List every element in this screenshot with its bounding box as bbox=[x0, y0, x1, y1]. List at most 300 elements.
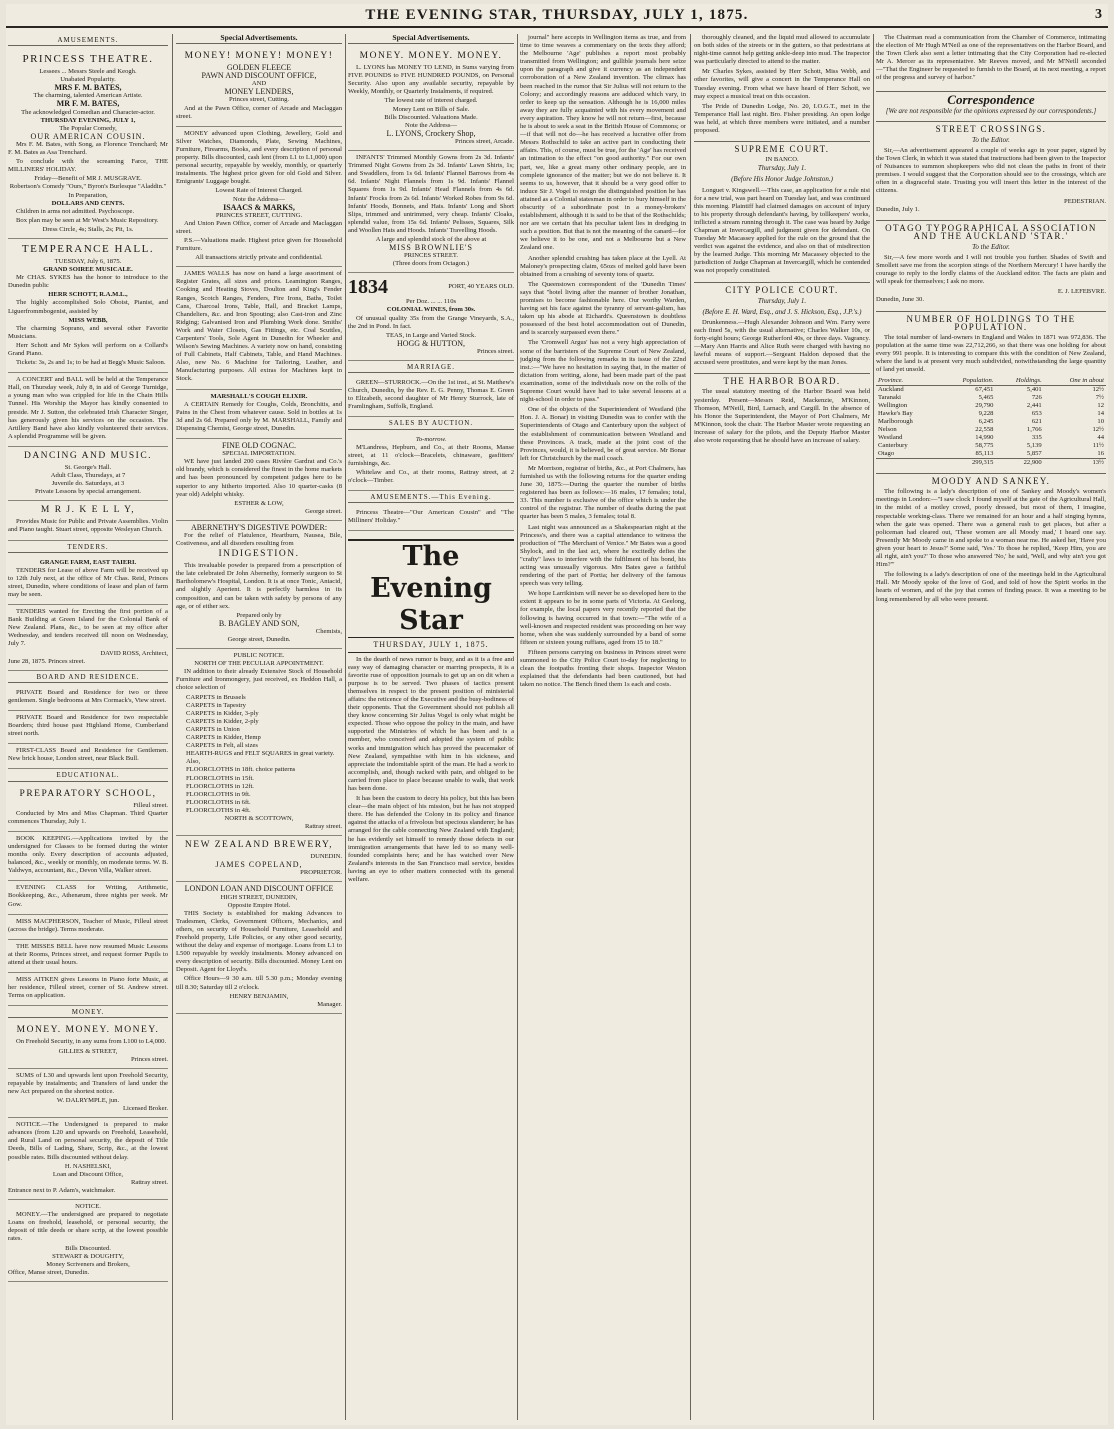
ad-signature: H. NASHELSKI, bbox=[64, 1162, 112, 1170]
ad-line: MONEY LENDERS, bbox=[224, 87, 294, 97]
list-item: FLOORCLOTHS in 15ft. bbox=[186, 774, 254, 782]
ad-text: And at the Pawn Office, corner of Arcade and Maclaggan street. bbox=[176, 104, 342, 120]
table-row bbox=[876, 410, 1106, 418]
ad-text: This invaluable powder is prepared from a prescription of the late celebrated Dr John Abernethy, formerly surgeon to St Bartholomew's Hospital, London. It is at once Tonic, Antacid, and slightly Aperient. It is perfectly harmless in its composition, and can be taken with safety by persons of any age, or of either sex. bbox=[176, 562, 342, 610]
ad-line: PROPRIETOR. bbox=[300, 869, 342, 877]
table-cell: 12½ bbox=[1092, 386, 1104, 394]
ad-heading: MONEY! MONEY! MONEY! bbox=[184, 51, 334, 62]
table-cell: 16 bbox=[1097, 450, 1104, 458]
letter-salutation: To the Editor. bbox=[972, 242, 1010, 251]
letter-date: Dunedin, June 30. bbox=[876, 296, 924, 304]
ad-heading: PUBLIC NOTICE. bbox=[233, 652, 285, 660]
ad-text: Children in arms not admitted. Psychoscope. bbox=[16, 207, 135, 215]
table-header-cell: Province. bbox=[876, 377, 939, 386]
ad-line: Rattray street. bbox=[305, 823, 342, 831]
ad-text: L. LYONS has MONEY TO LEND, in Sums varying from FIVE POUNDS to FIVE HUNDRED POUNDS, on Personal Security. Also upon any available security, repayable by Weekly, Monthly, or Quarterly Instalments, if required. bbox=[348, 64, 514, 96]
ad-line: TEAS, in Large and Varied Stock. bbox=[385, 331, 477, 339]
ad-line: PAWN AND DISCOUNT OFFICE, bbox=[201, 71, 317, 81]
ad-temperance-hall bbox=[8, 239, 168, 373]
letter-date: Dunedin, July 1. bbox=[876, 205, 920, 213]
ad-line: MRS F. M. BATES, bbox=[54, 83, 122, 93]
ad-line: Entrance next to P. Adam's, watchmaker. bbox=[8, 1186, 116, 1194]
masthead-title: THE EVENING STAR, THURSDAY, JULY 1, 1875. bbox=[365, 6, 749, 23]
list-item: Also, bbox=[186, 758, 201, 766]
column-5 bbox=[694, 34, 870, 1420]
ad-text: P.S.—Valuations made. Highest price given for Household Furniture. bbox=[176, 236, 342, 253]
ad-concert-ball bbox=[8, 373, 168, 447]
article-paragraph: It has been the custom to decry his policy, but this has been clear—the main object of his mission, but he has not stopped there. He has defended the Colony in its policy and finance against the attacks of a frivolous but specious slanderer; he has arranged for the cable connecting New Zealand with England; he has evidently set himself to remedy those defects in our immigration arrangements that have led to so many well-founded complaints here; and he has watched over New Zealand's interests in the San Francisco mail service, besides having an eye to other matters connected with its general welfare. bbox=[348, 795, 514, 884]
ad-signature: JAMES COPELAND, bbox=[215, 860, 303, 870]
ad-bank-tender bbox=[8, 605, 168, 671]
table-row bbox=[876, 426, 1106, 434]
ad-stewart-doughty bbox=[8, 1200, 168, 1282]
ad-line: TUESDAY, July 6, 1875. bbox=[54, 257, 122, 265]
letter-signature: PEDESTRIAN. bbox=[1064, 197, 1106, 205]
ad-board-1 bbox=[8, 686, 168, 711]
ad-james-walls bbox=[176, 267, 342, 389]
ad-line: SPECIAL IMPORTATION. bbox=[222, 450, 296, 458]
section-heading: TENDERS. bbox=[8, 543, 168, 553]
ad-heading: PREPARATORY SCHOOL, bbox=[19, 788, 157, 799]
ad-text: Tickets: 3s, 2s and 1s; to be had at Begg's Music Saloon. bbox=[16, 359, 166, 367]
masthead bbox=[6, 4, 1108, 28]
ad-line: Dress Circle, 4s; Stalls, 2s; Pit, 1s. bbox=[42, 225, 134, 233]
ad-dalrymple bbox=[8, 1069, 168, 1118]
ad-heading: M R J. K E L L Y, bbox=[40, 505, 136, 516]
ad-line: Opposite Empire Hotel. bbox=[227, 901, 291, 909]
table-row bbox=[876, 394, 1106, 402]
ad-cognac bbox=[176, 439, 342, 521]
news-paragraph: One of the objects of the Superintendent of Westland (the Hon. J. A. Bonar) in visiting Dunedin was to confer with the Superintendents of Otago and Canterbury upon the subject of the establishment of communication between Westland and these Provinces. A track, made at the joint cost of the Provinces, would, it is believed, be of great service. Mr Bonar left for Christchurch by the mail coach. bbox=[520, 406, 686, 462]
ad-heading: DANCING AND MUSIC. bbox=[23, 450, 153, 461]
ad-text: Mrs F. M. Bates, with Song, as Florence Trenchard; Mr F. M. Bates as Asa Trenchard. bbox=[8, 140, 168, 157]
ad-line: Rattray street. bbox=[131, 1178, 168, 1186]
ad-heading: ABERNETHY'S DIGESTIVE POWDER: bbox=[190, 522, 328, 532]
column-rule bbox=[172, 34, 173, 1420]
ad-text: TENDERS wanted for Erecting the first portion of a Bank Building at Green Island for the Colonial Bank of New Zealand. Plans, &c., to be seen at my office after Wednesday, and tenders received till noon on Wednesday, July 7. bbox=[8, 608, 168, 648]
moody-text: The following is a lady's description of one of the meetings held in the Agricultural Hall. Mr Moody spoke of the love of God, and told of how the Spirit works in the hearts of women, and of the joy that comes of finding peace. It was a meeting to be long remembered by all who were present. bbox=[876, 571, 1106, 603]
ad-signature: NORTH & SCOTTOWN, bbox=[224, 814, 294, 822]
ad-money-gillies bbox=[8, 1021, 168, 1068]
list-item: FLOORCLOTHS in 18ft. choice patterns bbox=[186, 766, 296, 774]
table-cell: Hawke's Bay bbox=[878, 410, 913, 418]
list-item: FLOORCLOTHS in 4ft. bbox=[186, 806, 251, 814]
table-cell bbox=[876, 459, 939, 468]
table-cell: 1,766 bbox=[1026, 426, 1042, 434]
list-item: FLOORCLOTHS in 12ft. bbox=[186, 782, 254, 790]
ad-line: Note the Address— bbox=[232, 195, 285, 203]
ad-princess-theatre bbox=[8, 49, 168, 239]
table-header-cell: One in about bbox=[1044, 377, 1106, 386]
table-cell: Otago bbox=[878, 450, 895, 458]
ad-line: OUR AMERICAN COUSIN. bbox=[30, 131, 146, 141]
section-heading: Special Advertisements. bbox=[176, 34, 342, 44]
letter-signature: E. J. LEFEBVRE. bbox=[1057, 288, 1106, 296]
ad-text: The highly accomplished Solo Oboist, Pianist, and Liguerfrommbogenist, assisted by bbox=[8, 299, 168, 315]
newspaper-nameplate: The Evening Star bbox=[348, 539, 514, 638]
leading-article-continued bbox=[520, 34, 686, 253]
harbor-report-continued: The Chairman read a communication from the Chamber of Commerce, intimating the election of Mr Hugh M'Neil as one of the representatives on the Harbor Board, and the Town Clerk also sent a letter intimating that the City Corporation had re-elected Mr A. Mercer as its representative. Mr Reeves moved, and Mr M'Neill seconded—"That the Engineer be requested to furnish to the Board, at its next meeting, a report of the progress and survey of harbor." bbox=[876, 34, 1106, 82]
police-court-heading: CITY POLICE COURT. bbox=[694, 282, 870, 294]
holdings-heading: NUMBER OF HOLDINGS TO THE POPULATION. bbox=[876, 311, 1106, 331]
ad-heading: NOTICE. bbox=[75, 1203, 101, 1211]
table-cell: 44 bbox=[1097, 434, 1104, 442]
ad-line: Lessees ... Messrs Steele and Keogh. bbox=[39, 68, 137, 76]
ad-line: PRINCES STREET, CUTTING. bbox=[215, 211, 303, 219]
ad-text: THIS Society is established for making Advances to Tradesmen, Clerks, Government Officers, Mechanics, and others, on security of Household Furniture, Leasehold and Freehold property, Life Policies, or any other good security, without the delay and expense of mortgage. Loans from L1 to L500 repayable by weekly instalments. Money advanced on every description of security. Bills discounted. Money Lent on Deposit. Agent for Lloyd's. bbox=[176, 909, 342, 974]
ad-text: A CERTAIN Remedy for Coughs, Colds, Bronchitis, and Pains in the Chest from whatever cause. Sold in bottles at 1s 3d and 2s 6d. Prepared only by M. MARSHALL, Family and Dispensing Chemist, George street, Dunedin. bbox=[176, 400, 342, 432]
section-heading: SALES BY AUCTION. bbox=[348, 419, 514, 429]
ad-line: The lowest rate of interest charged. bbox=[384, 97, 478, 105]
ad-line: THURSDAY EVENING, JULY 1, bbox=[40, 116, 136, 124]
column-6 bbox=[876, 34, 1106, 1420]
letter-salutation: To the Editor. bbox=[972, 135, 1010, 144]
table-cell: 58,775 bbox=[975, 442, 994, 450]
table-cell: Westland bbox=[878, 434, 903, 442]
table-cell: 5,465 bbox=[978, 394, 994, 402]
table-cell: 13½ bbox=[1044, 459, 1106, 468]
letter-heading: OTAGO TYPOGRAPHICAL ASSOCIATION AND THE AUCKLAND 'STAR.' bbox=[876, 220, 1106, 240]
ad-heading: LONDON LOAN AND DISCOUNT OFFICE bbox=[184, 884, 334, 894]
ad-text: PRIVATE Board and Residence for two or three gentlemen. Single bedrooms at Mrs Cormack's, View street. bbox=[8, 688, 168, 704]
ad-lyons-money bbox=[348, 47, 514, 151]
ad-text: Of unusual quality 35s from the Grange Vineyards, S.A., the 2nd in Pond. In fact. bbox=[348, 314, 514, 330]
table-cell: 5,139 bbox=[1026, 442, 1042, 450]
table-cell: 12 bbox=[1097, 402, 1104, 410]
ad-line: Manager. bbox=[317, 1000, 342, 1008]
table-cell: 11½ bbox=[1092, 442, 1104, 450]
ad-heading: TEMPERANCE HALL. bbox=[21, 242, 155, 255]
notice-text: M'Landress, Hepburn, and Co., at their Rooms, Manse street, at 11 o'clock—Bracelets, chinaware, gasfitters' furnishings, &c. bbox=[348, 443, 514, 467]
ad-line: Princes street, Arcade. bbox=[455, 137, 514, 145]
ad-text: WE have just landed 200 cases Rivière Gardrat and Co.'s old brandy, which is considered the finest in the home markets and has been pronounced by competent judges here to be superior to any hitherto imported. Also 10 quarter-casks (8 year old) Adelphi whisky. bbox=[176, 458, 342, 498]
table-cell: 22,558 bbox=[975, 426, 994, 434]
news-paragraph: We hope Larrikinism will never be so developed here to the extent it appears to be in some parts of Victoria. At Geelong, for example, the local papers very recently reported that the following is having occurred in that town:—"The wife of a well-known and respected resident was proceeding on her way home, when she was suddenly surrounded by a band of some fifteen or sixteen young ruffians, aged from 15 to 18." bbox=[520, 590, 686, 646]
ad-heading: MARSHALL'S COUGH ELIXIR. bbox=[210, 392, 308, 400]
column-rule bbox=[873, 34, 874, 1420]
moody-sankey-heading: MOODY AND SANKEY. bbox=[876, 473, 1106, 485]
court-heading: SUPREME COURT. bbox=[694, 141, 870, 153]
table-row bbox=[876, 418, 1106, 426]
table-cell: 12½ bbox=[1092, 426, 1104, 434]
ad-heading: GRANGE FARM, EAST TAIERI. bbox=[39, 558, 137, 566]
ad-line: The Popular Comedy, bbox=[59, 124, 117, 132]
table-cell: 653 bbox=[1031, 410, 1042, 418]
list-item: CARPETS in Union bbox=[186, 725, 240, 733]
ad-line: Private Lessons by special arrangement. bbox=[34, 488, 141, 496]
table-cell: 14 bbox=[1097, 410, 1104, 418]
ad-text: MONEY advanced upon Clothing, Jewellery, Gold and Silver Watches, Diamonds, Plate, Sewing Machines, Furniture, Firearms, Books, and every description of personal property. Bills discounted, cash lent (from L1 to L1,000) upon personal security, repayable by weekly, monthly, or quarterly instalments. The highest price given for old Gold and Silver. Emigrants' Luggage bought. bbox=[176, 129, 342, 186]
ad-bookkeeping bbox=[8, 832, 168, 881]
carpet-list bbox=[176, 694, 342, 815]
table-cell: Taranaki bbox=[878, 394, 901, 402]
table-cell: 14,990 bbox=[975, 434, 994, 442]
news-paragraph: The Queenstown correspondent of the 'Dunedin Times' says that "hotel living after the manner of brother Jonathan, promises to become fashionable here. Our worthy Warden, having set his face against the tyranny of servant-galism, has taken up his abode at Eichardt's. Queenstown is doubtless possessed of the best hotel accommodation out of Dunedin, and is scarcely surpassed even there." bbox=[520, 280, 686, 337]
ad-signature: W. DALRYMPLE, jun. bbox=[56, 1097, 120, 1104]
ad-line: Bills Discounted. Valuations Made. bbox=[384, 113, 478, 121]
ad-line: NORTH OF THE PECULIAR APPOINTMENT. bbox=[194, 660, 324, 668]
list-item: FLOORCLOTHS in 9ft. bbox=[186, 790, 251, 798]
ad-text: IN addition to their already Extensive Stock of Household Furniture and Ironmongery, just received, ex Heddon Hall, a choice selection of bbox=[176, 668, 342, 692]
table-cell: 6,245 bbox=[978, 418, 994, 426]
list-item: CARPETS in Kidder, 3-ply bbox=[186, 709, 259, 717]
ad-text: BOOK KEEPING.—Applications invited by the undersigned for Classes to be formed during the winter months only. Every description of accounts adjusted, balanced, &c., weekly or monthly, on moderate terms. W. B. Yaldwyn, accountant, &c., Devon Villa, Walker street. bbox=[8, 834, 168, 875]
notice-text: GREEN—STURROCK.—On the 1st inst., at St. Matthew's Church, Dunedin, by the Rev. E. G. Penny, Thomas E. Green to Elizabeth, second daughter of Mr Henry Sturrock, late of Framlingham, Suffolk, England. bbox=[348, 379, 514, 411]
ad-golden-fleece bbox=[176, 47, 342, 127]
list-item: CARPETS in Tapestry bbox=[186, 701, 246, 709]
news-paragraph: Mr Charles Sykes, assisted by Herr Schott, Miss Webb, and other favorites, will give a concert in the Temperance Hall on Tuesday evening. From what we have heard of Herr Schott, we may expect a musical treat on this occasion. bbox=[694, 68, 870, 100]
table-header-cell: Holdings. bbox=[995, 377, 1043, 386]
ad-board-2 bbox=[8, 711, 168, 744]
news-paragraphs bbox=[694, 34, 870, 135]
ad-kelly bbox=[8, 501, 168, 540]
ad-line: DOLLARS AND CENTS. bbox=[51, 199, 125, 207]
ad-text: NOTICE.—The Undersigned is prepared to make advances (from L20 and upwards on Freehold, Leasehold, and Rural Land on personal security, the deposit of Title Deeds, Bills of Lading, Share, Scrip, &c., at the lowest possible rates. Bills discounted without delay. bbox=[8, 1121, 168, 1161]
ad-line: PRINCES STREET. bbox=[403, 252, 459, 260]
table-cell: Wellington bbox=[878, 402, 908, 410]
ad-heading: NEW ZEALAND BREWERY, bbox=[184, 840, 334, 851]
ad-text: Office Hours—9 30 a.m. till 5.30 p.m.; Monday evening till 8.30; Saturday till 2 o'clock. bbox=[176, 975, 342, 991]
harbor-report: The usual statutory meeting of the Harbor Board was held yesterday. Present—Messrs Reid, Mackenzie, M'Kinnon, Thomson, M'Neill, Bird, Larnach, and Cargill. In the absence of his Honor the Superintendent, the Mayor of Port Chalmers, Mr M'Kinnon, took the chair. The Harbor Master wrote requesting an increase of salary for the pilots, and the Deputy Harbor Master also wrote requesting that he should have an increase of salary. bbox=[694, 388, 870, 445]
ad-line: Bills Discounted. bbox=[65, 1244, 111, 1252]
page-number: 3 bbox=[1095, 7, 1102, 22]
letter-text: Sir,—An advertisement appeared a couple of weeks ago in your paper, signed by the Town Clerk, in which it was stated that instructions had been given to the Inspector of Nuisances to summon shopkeepers who did not clean the paths in front of their premises. I would suggest that the Corporation should see to the crossings, which are often in a disgraceful state. Trusting you will insert this letter in the interest of the citizens. bbox=[876, 146, 1106, 195]
ad-line: Note the Address— bbox=[404, 121, 457, 129]
column-4 bbox=[520, 34, 686, 1420]
list-item: CARPETS in Kidder, 2-ply bbox=[186, 717, 259, 725]
ad-line: Money Lent on Bills of Sale. bbox=[392, 105, 470, 113]
ad-line: A large and splendid stock of the above at bbox=[375, 235, 487, 243]
section-heading: Special Advertisements. bbox=[348, 34, 514, 44]
table-row bbox=[876, 434, 1106, 442]
news-paragraph: Last night was announced as a Shakespearian night at the Princess's, and there was a capital attendance to witness the production of "The Merchant of Venice." Mr Bates was a good Shylock, and in the last act, where he excitedly defies the "crafty" laws to interfere with the fulfilment of his bond, his acting was unusually vigorous. Mrs Bates gave a faithful rendering of the part of Portia; her delivery of the famous speech was very telling. bbox=[520, 523, 686, 588]
court-bench: (Before His Honor Judge Johnston.) bbox=[731, 175, 833, 184]
ad-text: To conclude with the screaming Farce, THE MILLINERS' HOLIDAY. bbox=[8, 158, 168, 174]
table-cell: 2,441 bbox=[1026, 402, 1042, 410]
ad-signature: ISAACS & MARKS, bbox=[223, 202, 295, 212]
holdings-text: The total number of land-owners in England and Wales in 1871 was 972,836. The population at the same time was 22,712,266, so that there was one holding for about every 991 people. It is interesting to compare this with the condition of New Zealand, where the land is at present very much subdivided, notwithstanding the large quantity of land yet unsold. bbox=[876, 333, 1106, 374]
ad-signature: ESTHER & LOW, bbox=[234, 499, 284, 507]
ad-line: Princes street. bbox=[131, 1055, 168, 1063]
news-paragraph: Another splendid crushing has taken place at the Lyell. At Maloney's prospecting claim, 65ozs of melted gold have been obtained from a crushing of seventy tons of quartz. bbox=[520, 254, 686, 278]
ad-line: Princes street, Cutting. bbox=[228, 96, 290, 104]
court-subheading: IN BANCO. bbox=[765, 156, 799, 164]
ad-text: On Freehold Security, in any sums from L100 to L4,000. bbox=[16, 1038, 167, 1046]
ad-signature: MISS BROWNLIE'S bbox=[389, 243, 473, 253]
port-year: 1834 bbox=[348, 276, 388, 299]
court-date: Thursday, July 1. bbox=[757, 164, 807, 173]
ad-line: DUNEDIN. bbox=[310, 853, 342, 861]
ad-evening-class bbox=[8, 881, 168, 914]
ad-board-3 bbox=[8, 744, 168, 769]
article-paragraph: In the dearth of news rumor is busy, and as it is a free and easy way of damaging character or marring prospects, it is a favorite ruse of opposition journals to get up an on dit when a purpose is to be served. Two phases of tactics present themselves in respect to the present position of ministerial affairs: the reticence of the Executive and the busy-bodiness of their opponents. That the Government should not publish all they know concerning Sir Julius Vogel is only what might be expected. Those who oppose the policy in the main, and have supported the Ministries of which he has been and is a member, who conceived and adopted the system of public works and immigration which has proved the peacemaker of New Zealand, sympathise with him in his sickness, and appreciate the indomitable spirit of the man. He had a work to accomplish, and, though racked with pain, and obliged to be carried from place to place because unable to walk, that work has been done. bbox=[348, 655, 514, 792]
ad-text: FIRST-CLASS Board and Residence for Gentlemen. New brick house, London street, near Black Bull. bbox=[8, 747, 168, 763]
ad-signature: B. BAGLEY AND SON, bbox=[218, 618, 300, 628]
ad-signature: DAVID ROSS, Architect, bbox=[100, 649, 168, 657]
ad-isaacs-marks bbox=[176, 127, 342, 268]
ad-line: Prepared only by bbox=[236, 611, 282, 619]
holdings-table bbox=[876, 377, 1106, 467]
table-row bbox=[876, 442, 1106, 450]
section-heading: BOARD AND RESIDENCE. bbox=[8, 673, 168, 683]
ad-dancing bbox=[8, 447, 168, 501]
ad-heading: PRINCESS THEATRE. bbox=[22, 53, 154, 66]
letter-text: Sir,—A few more words and I will not trouble you further. Shades of Swift and Smollett save me from the scorpion stings of the Northern Mercury! I have hardly the courage to reply to the lordly claims of the Auckland editor. The facts are plain and will speak for themselves; I ask no more. bbox=[876, 253, 1106, 286]
ad-signature: STEWART & DOUGHTY, bbox=[52, 1252, 124, 1260]
table-cell: Marlborough bbox=[878, 418, 913, 426]
ad-text: MISS MACPHERSON, Teacher of Music, Filleul street (across the bridge). Terms moderate. bbox=[8, 917, 168, 933]
ad-line: Chemists, bbox=[315, 627, 342, 635]
table-total-row bbox=[876, 459, 1106, 468]
ad-misses-bell bbox=[8, 940, 168, 973]
table-row bbox=[876, 450, 1106, 459]
table-header-cell: Population. bbox=[939, 377, 996, 386]
ad-line: (Three doors from Octagon.) bbox=[392, 260, 470, 268]
ad-text: MISS AITKEN gives Lessons in Piano forte Music, at her residence, Filleul street, corner of St. Andrew street. Terms on application. bbox=[8, 976, 168, 1000]
section-heading: MARRIAGE. bbox=[348, 363, 514, 373]
ad-heading: MONEY. MONEY. MONEY. bbox=[16, 1025, 160, 1036]
list-item: CARPETS in Kidder, Hemp bbox=[186, 734, 261, 742]
ad-line: GOLDEN FLEECE bbox=[226, 63, 292, 73]
ad-line: Licensed Broker. bbox=[122, 1105, 168, 1113]
ad-line: MISS WEBB, bbox=[68, 316, 108, 324]
notice-text: Princess Theatre—"Our American Cousin" and "The Milliners' Holiday." bbox=[348, 509, 514, 525]
news-paragraph: thoroughly cleaned, and the liquid mud allowed to accumulate on both sides of the streets or in the gutters, so that pedestrians at night-time cannot help getting ankle-deep into mud. The Inspector was particularly directed to attend to the matter. bbox=[694, 34, 870, 66]
amusements-notice bbox=[348, 506, 514, 531]
ad-text: MONEY.—The undersigned are prepared to negotiate Loans on freehold, leasehold, or personal security, the deposit of title deeds or share scrip, at the lowest possible rates. bbox=[8, 1211, 168, 1243]
ad-nashelski bbox=[8, 1118, 168, 1200]
ad-text: Box plan may be seen at Mr West's Music Repository. bbox=[16, 216, 159, 224]
ad-line: June 28, 1875. Princes street. bbox=[8, 657, 86, 665]
letter-heading: STREET CROSSINGS. bbox=[876, 121, 1106, 133]
list-item: FLOORCLOTHS in 6ft. bbox=[186, 798, 251, 806]
leading-article bbox=[348, 656, 514, 885]
ad-line: Unabated Popularity. bbox=[60, 76, 116, 84]
column-rule bbox=[345, 34, 346, 1420]
ad-text: Provides Music for Public and Private Assemblies. Violin and Piano taught. Stuart street, opposite Wesleyan Church. bbox=[8, 518, 168, 534]
table-cell: 621 bbox=[1031, 418, 1042, 426]
ad-text: EVENING CLASS for Writing, Arithmetic, Bookkeeping, &c., Athenæum, three nights per week. Mr Gow. bbox=[8, 884, 168, 908]
correspondence-heading: Correspondence bbox=[876, 91, 1106, 104]
ad-line: PORT, 40 YEARS OLD. bbox=[448, 283, 514, 291]
ad-preparatory-school bbox=[8, 785, 168, 832]
section-heading: MONEY. bbox=[8, 1008, 168, 1018]
ad-text: INFANTS' Trimmed Monthly Gowns from 2s 3d. Infants' Trimmed Night Gowns from 2s 3d. Infants' Lawn Shirts, 1s; and Swaddlers, from 1s 6d. Infants' Flannel Barrows from 4s 6d. Infants' Night Flannels from 1s 9d. Infants' Flannel Squares from 1s 9d. Infants' Head Flannels from 4s 6d. Infants' Frocks from 2s 6d. Infants' Worked Robes from 9s 6d. Infants' Hoods, Bonnets, and Hats. Infants' Long and Short Slips, trimmed and untrimmed, very cheap. Infants' Cloaks, splendid value, from 15s 6d. Infants' Pelisses, Squares, Silk and Woollen Hats and Hoods. Infants' Travelling Hoods. bbox=[348, 154, 514, 234]
table-cell: Auckland bbox=[878, 386, 904, 394]
table-cell: 10 bbox=[1097, 418, 1104, 426]
news-paragraph: The 'Cromwell Argus' has not a very high appreciation of some of the barristers of the Supreme Court of New Zealand, judging from the following remarks in its issue of the 22nd inst.:—"We have no hesitation in saying that, in the matter of dictation from writing, alone, had been made part of the past examination, some of the individuals now on the rolls of the Supreme Court would have had to take several lessons at a night-school in order to pass." bbox=[520, 339, 686, 404]
ad-text: The charming Soprano, and several other Favorite Musicians. bbox=[8, 324, 168, 340]
ad-line: Robertson's Comedy "Ours," Byron's Burlesque "Aladdin." bbox=[9, 183, 167, 191]
ad-signature: GILLIES & STREET, bbox=[58, 1047, 118, 1055]
ad-line: Lowest Rate of Interest Charged. bbox=[215, 187, 303, 195]
ad-line: Adult Class, Thursdays, at 7 bbox=[50, 472, 126, 480]
table-cell: 5,857 bbox=[1026, 450, 1042, 458]
marriage-notice bbox=[348, 376, 514, 417]
list-item: CARPETS in Felt, all sizes bbox=[186, 742, 258, 750]
column-3 bbox=[348, 34, 514, 1420]
table-row bbox=[876, 402, 1106, 410]
ad-line: HERR SCHOTT, R.A.M.L., bbox=[48, 291, 128, 299]
ad-signature: HENRY BENJAMIN, bbox=[229, 992, 289, 1000]
ad-line: In Preparation, bbox=[68, 191, 108, 199]
ad-text: A CONCERT and BALL will be held at the Temperance Hall, on Thursday week, July 8, in aid of George Turnidge, a young man who was crippled for life in the Chain Hills Tunnel. His Worship the Mayor has kindly consented to preside. Mr J. Sutton, the celebrated Irish Character Singer, has generously given his services on the occasion. The Artillery Band have also kindly volunteered their services. A splendid Programme will be given. bbox=[8, 376, 168, 440]
table-cell: 67,451 bbox=[975, 386, 994, 394]
section-heading: EDUCATIONAL. bbox=[8, 771, 168, 781]
ad-aitken bbox=[8, 973, 168, 1006]
table-cell: Canterbury bbox=[878, 442, 908, 450]
ad-line: George street, Dunedin. bbox=[227, 636, 291, 643]
column-rule bbox=[690, 34, 691, 1420]
court-bench: (Before E. H. Ward, Esq., and J. S. Hickson, Esq., J.P.'s.) bbox=[702, 307, 862, 316]
correspondence-note: [We are not responsible for the opinions expressed by our correspondents.] bbox=[885, 106, 1097, 115]
ad-line: GRAND SOIREE MUSICALE. bbox=[43, 266, 133, 274]
table-cell: 9,228 bbox=[978, 410, 994, 418]
table-cell: 299,315 bbox=[939, 459, 996, 468]
ad-line: The charming, talented American Artiste. bbox=[33, 92, 143, 100]
table-cell: 335 bbox=[1031, 434, 1042, 442]
ad-line: St. George's Hall. bbox=[64, 463, 112, 471]
ad-line: Filleul street. bbox=[133, 801, 168, 809]
ad-line: Loan and Discount Office, bbox=[52, 1170, 124, 1178]
news-paragraph: Fifteen persons carrying on business in Princes street were summoned to the City Police Court to-day for neglecting to clean the footpaths fronting their shops. Inspector Weston explained that the defendants had been cautioned, but had taken no notice. The Bench fined them 1s each and costs. bbox=[520, 648, 686, 689]
column-rule bbox=[517, 34, 518, 1420]
ad-text: TENDERS for Lease of above Farm will be received up to 12th July next, at the office of Mr Chas. Reid, Princes street, Dunedin, where conditions of lease and plan of farm may be seen. bbox=[8, 566, 168, 598]
ad-signature: L. LYONS, Crockery Shop, bbox=[386, 128, 476, 138]
ad-london-loan bbox=[176, 882, 342, 1013]
ad-text: THE MISSES BELL have now resumed Music Lessons at their Rooms, Princes street, and request former Pupils to attend at their usual hours. bbox=[8, 942, 168, 966]
newspaper-page bbox=[6, 4, 1108, 1425]
ad-text: JAMES WALLS has now on hand a large assortment of Register Grates, all sizes and prices. Leamington Ranges, Cooking and Heating Stoves, Doulton and King's Fender Ranges, Scotch Ranges, Fenders, Fire Irons, Baths, Toilet Cans, Charcoal Irons, Table, Hall, and Bracket Lamps, Chandeliers, &c. and Iron Spouting; also Cast-iron and Zinc Ridging; Galvanised Iron and Plumbing Work done. Smiths' Work and Water Closets, Gas Fittings, etc. Coal Scuttles, Carpenters' Tools, Sole Agent in Dunedin for Wheeler and Wilson's Sewing Machines. A variety now on hand, consisting of Full Cabinets, Half Cabinets, Table, and Hand Machines. Also, new No. 6 Machine for Tailoring, Leather, and Manufacturing purposes. All extras for Machines kept in Stock. bbox=[176, 270, 342, 383]
ad-infants bbox=[348, 151, 514, 273]
ad-signature: HOGG & HUTTON, bbox=[396, 338, 466, 348]
auction-notice bbox=[348, 433, 514, 492]
ad-text: Conducted by Mrs and Miss Chapman. Third Quarter commences Thursday, July 1. bbox=[8, 809, 168, 825]
ad-macpherson bbox=[8, 915, 168, 940]
ad-text: SUMS of L30 and upwards lent upon Freehold Security, repayable by instalments; and Transfers of land under the new Act prepared on the shortest notice. bbox=[8, 1071, 168, 1095]
list-item: HEARTH-RUGS and FELT SQUARES in great variety. bbox=[186, 750, 335, 758]
column-2 bbox=[176, 34, 342, 1420]
ad-line: Office, Manse street, Dunedin. bbox=[8, 1268, 90, 1276]
ad-carpets bbox=[176, 649, 342, 836]
section-heading: AMUSEMENTS.—This Evening. bbox=[348, 493, 514, 503]
ad-brewery bbox=[176, 836, 342, 882]
table-header-row bbox=[876, 377, 1106, 386]
court-date: Thursday, July 1. bbox=[757, 296, 807, 305]
ad-line: Per Doz. ... ... 110s bbox=[405, 298, 457, 306]
ad-text: PRIVATE Board and Residence for two respectable Boarders; third house past Highland Home, Cumberland street north. bbox=[8, 714, 168, 738]
ad-line: All transactions strictly private and confidential. bbox=[195, 254, 323, 262]
ad-marshall-elixir bbox=[176, 390, 342, 439]
table-cell: Nelson bbox=[878, 426, 897, 434]
list-item: CARPETS in Brussels bbox=[186, 693, 246, 701]
ad-text: For the relief of Flatulence, Heartburn, Nausea, Bile, Costiveness, and all disorders resulting from bbox=[176, 531, 342, 548]
ad-heading: MONEY. MONEY. MONEY. bbox=[359, 51, 503, 62]
moody-text: The following is a lady's description of one of Sankey and Moody's women's meetings in London:—"I saw clock I found myself at the gate of the Agricultural Hall, in the midst of a motley crowd, poorly dressed, but most of them, I imagine, respectable working-class. There we remained for an hour and a half singing hymns, when the gate was opened. There was a general rush to get places, but after a policeman had cleared out, 'These women are all Moody mad,' I heard one say. Presently Mr Moody came in and spoke to a woman near me. He asked her, 'Have you given your heart to Jesus?' Some said, 'Yes.' To those he replied, 'Keep Him, you are all right, ain't you?' To those who answered 'No,' he said, 'Well, and why ain't you got Him?'" bbox=[876, 488, 1106, 569]
ad-text: And Union Pawn Office, corner of Arcade and Maclaggan street. bbox=[176, 219, 342, 235]
ad-line: AND bbox=[251, 80, 267, 88]
news-paragraph: The Pride of Dunedin Lodge, No. 20, I.O.G.T., met in the Temperance Hall last night. Bro. Fisher presiding. An open lodge was held, at which three members were initiated, and a number proposed. bbox=[694, 102, 870, 135]
column-1 bbox=[8, 34, 168, 1420]
table-cell: 22,900 bbox=[995, 459, 1043, 468]
ad-text: Herr Schott and Mr Sykes will perform on a Collard's Grand Piano. bbox=[8, 341, 168, 357]
table-cell: 5,401 bbox=[1026, 386, 1042, 394]
news-paragraphs bbox=[520, 255, 686, 690]
notice-text: Whitelaw and Co., at their rooms, Rattray street, at 2 o'clock—Timber. bbox=[348, 468, 514, 485]
court-report: Longuet v. Kingswell.—This case, an application for a rule nisi for a new trial, was part heard on Tuesday last, and was continued this morning. Plaintiff had claimed damages on account of injury to his property through defendant's having, by tollkeepers' works, inflicted a stream running through it. The case was heard by Judge Chapman at Invercargill, and judgment given for defendant. On Tuesday Mr Macassey applied for the rule on the ground that the verdict was against the evidence, and also on that of misdirection by the learned Judge. This morning Mr Macassey objected to the jurisdiction of Judge Chapman at Invercargill, which he contended was not properly constituted. bbox=[694, 186, 870, 275]
newspaper-dateline: THURSDAY, JULY 1, 1875. bbox=[348, 640, 514, 652]
ad-line: The acknowledged Comedian and Character-actor. bbox=[21, 108, 155, 116]
